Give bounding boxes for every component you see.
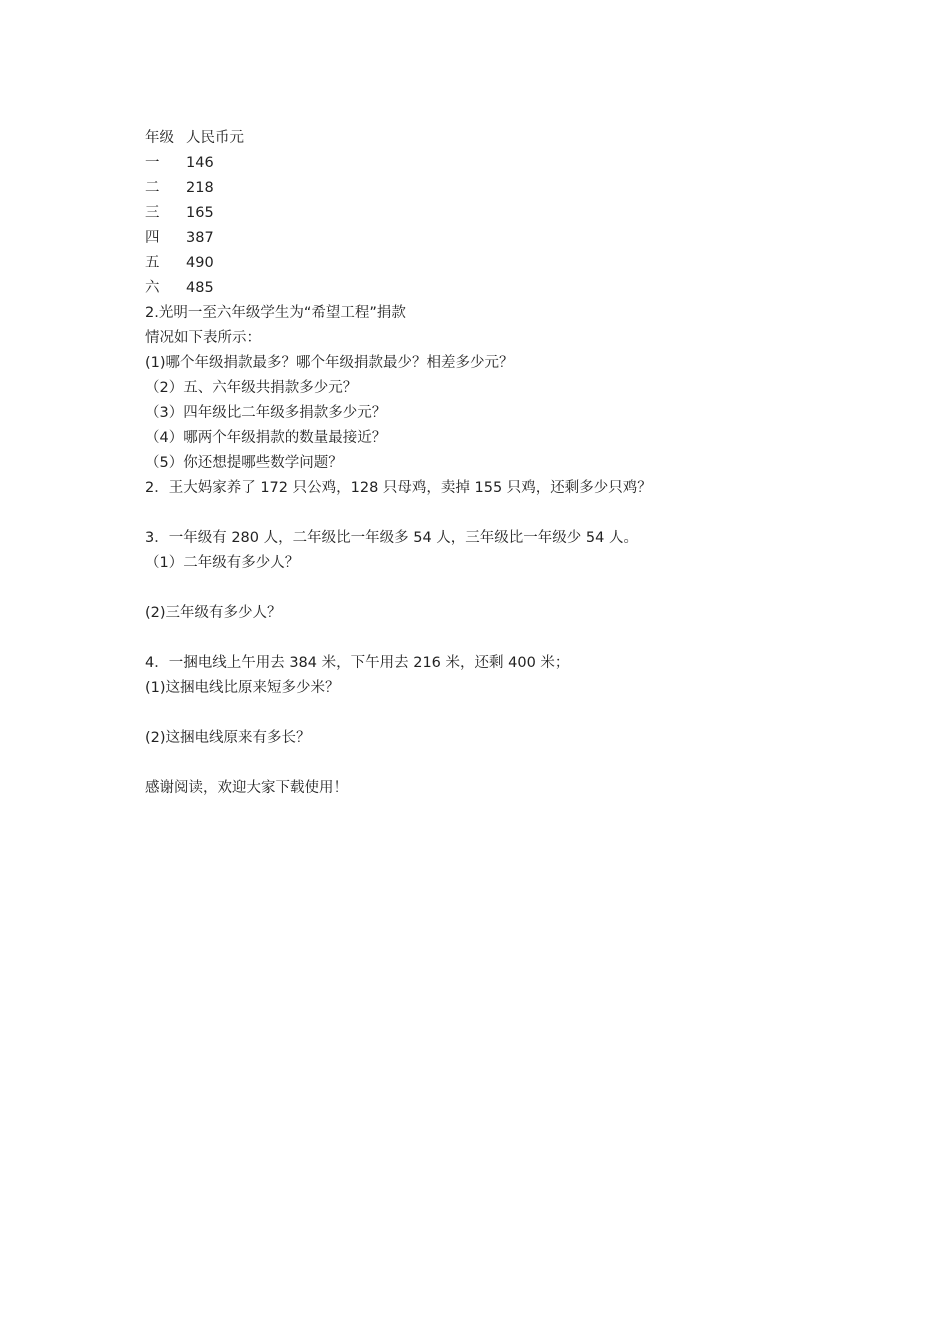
closing-note: 感谢阅读，欢迎大家下载使用！ — [145, 780, 348, 796]
spacer — [145, 751, 845, 776]
spacer — [145, 626, 845, 651]
amount-cell: 218 — [186, 180, 214, 196]
amount-cell: 485 — [186, 280, 214, 296]
grade-cell: 三 — [145, 205, 160, 221]
amount-cell: 165 — [186, 205, 214, 221]
problem-4-sub-2: (2)这捆电线原来有多长？ — [145, 730, 311, 746]
grade-cell: 四 — [145, 230, 160, 246]
problem-intro: 2.光明一至六年级学生为“希望工程”捐款 — [145, 305, 406, 321]
question-1: (1)哪个年级捐款最多？哪个年级捐款最少？相差多少元？ — [145, 355, 514, 371]
question-2: （2）五、六年级共捐款多少元？ — [145, 380, 358, 396]
spacer — [145, 701, 845, 726]
problem-2: 2．王大妈家养了 172 只公鸡，128 只母鸡，卖掉 155 只鸡，还剩多少只鸡？ — [145, 480, 652, 496]
question-3: （3）四年级比二年级多捐款多少元？ — [145, 405, 387, 421]
table-row — [145, 176, 845, 201]
problem-4: 4．一捆电线上午用去 384 米，下午用去 216 米，还剩 400 米； — [145, 655, 570, 671]
table-header — [145, 126, 845, 151]
amount-cell: 387 — [186, 230, 214, 246]
problem-3: 3．一年级有 280 人，二年级比一年级多 54 人，三年级比一年级少 54 人。 — [145, 530, 638, 546]
problem-4-sub-1: (1)这捆电线比原来短多少米？ — [145, 680, 340, 696]
donation-table — [145, 126, 845, 301]
header-amount: 人民币元 — [186, 130, 244, 146]
problem-3-sub-1: （1）二年级有多少人？ — [145, 555, 300, 571]
problem-3-sub-2: (2)三年级有多少人？ — [145, 605, 282, 621]
amount-cell: 146 — [186, 155, 214, 171]
header-grade: 年级 — [145, 130, 174, 146]
table-row — [145, 276, 845, 301]
table-row — [145, 151, 845, 176]
problem-intro-2: 情况如下表所示： — [145, 330, 261, 346]
question-5: （5）你还想提哪些数学问题？ — [145, 455, 343, 471]
table-row — [145, 251, 845, 276]
document-content — [145, 126, 845, 801]
table-row — [145, 226, 845, 251]
grade-cell: 二 — [145, 180, 160, 196]
grade-cell: 一 — [145, 155, 160, 171]
spacer — [145, 501, 845, 526]
spacer — [145, 576, 845, 601]
grade-cell: 五 — [145, 255, 160, 271]
table-row — [145, 201, 845, 226]
amount-cell: 490 — [186, 255, 214, 271]
question-4: （4）哪两个年级捐款的数量最接近？ — [145, 430, 387, 446]
grade-cell: 六 — [145, 280, 160, 296]
